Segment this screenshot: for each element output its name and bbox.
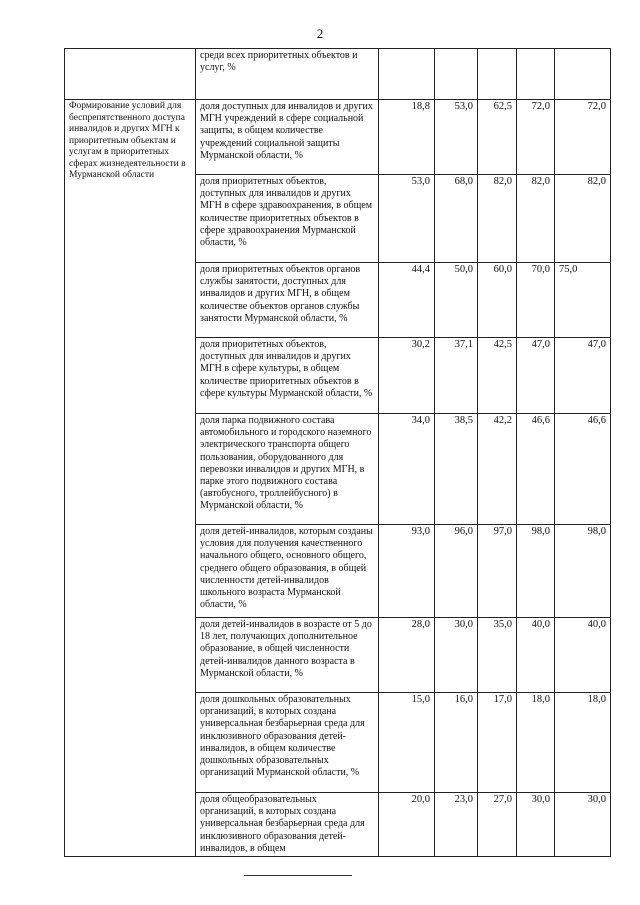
value-cell: 60,0 — [478, 263, 517, 338]
value-cell: 15,0 — [379, 693, 435, 793]
indicator-cell: доля дошкольных образовательных организаций, в которых создана универсальная безбарьерная среда для инклюзивного образования детей-инвалидов, в общем количестве дошкольных образовательных организаций Мурманской области, % — [196, 693, 379, 793]
value-cell: 28,0 — [379, 618, 435, 693]
footer-divider — [244, 875, 352, 876]
value-cell: 37,1 — [435, 338, 478, 414]
value-cell: 70,0 — [517, 263, 555, 338]
value-cell — [517, 49, 555, 100]
value-cell: 98,0 — [517, 525, 555, 618]
value-cell: 72,0 — [517, 100, 555, 175]
value-cell: 30,2 — [379, 338, 435, 414]
value-cell: 82,0 — [555, 175, 611, 263]
indicator-cell: доля приоритетных объектов органов службы занятости, доступных для инвалидов и других МГН, в общем количестве объектов органов службы занятости Мурманской области, % — [196, 263, 379, 338]
value-cell: 18,0 — [555, 693, 611, 793]
value-cell: 53,0 — [435, 100, 478, 175]
indicator-cell: среди всех приоритетных объектов и услуг, % — [196, 49, 379, 100]
value-cell: 17,0 — [478, 693, 517, 793]
value-cell: 53,0 — [379, 175, 435, 263]
value-cell: 46,6 — [517, 414, 555, 525]
value-cell: 42,5 — [478, 338, 517, 414]
value-cell: 82,0 — [478, 175, 517, 263]
indicator-cell: доля общеобразовательных организаций, в которых создана универсальная безбарьерная среда для инклюзивного образования детей-инвалидов, в общем — [196, 793, 379, 857]
indicator-cell: доля доступных для инвалидов и других МГН учреждений в сфере социальной защиты, в общем количестве учреждений социальной защиты Мурманской области, % — [196, 100, 379, 175]
value-cell: 82,0 — [517, 175, 555, 263]
value-cell: 97,0 — [478, 525, 517, 618]
indicator-cell: доля приоритетных объектов, доступных для инвалидов и других МГН в сфере здравоохранения, в общем количестве приоритетных объектов в сфере здравоохранения Мурманской области, % — [196, 175, 379, 263]
value-cell: 47,0 — [555, 338, 611, 414]
table-row — [65, 100, 611, 175]
goal-cell: Формирование условий для беспрепятственного доступа инвалидов и других МГН к приоритетным объектам и услугам в приоритетных сферах жизнедеятельности в Мурманской области — [65, 100, 196, 857]
value-cell: 44,4 — [379, 263, 435, 338]
value-cell — [379, 49, 435, 100]
value-cell: 75,0 — [555, 263, 611, 338]
indicator-cell: доля детей-инвалидов, которым созданы условия для получения качественного начального общего, основного общего, среднего общего образования, в общей численности детей-инвалидов школьного возраста Мурманской области, % — [196, 525, 379, 618]
value-cell: 34,0 — [379, 414, 435, 525]
value-cell: 23,0 — [435, 793, 478, 857]
value-cell: 96,0 — [435, 525, 478, 618]
indicator-cell: доля детей-инвалидов в возрасте от 5 до 18 лет, получающих дополнительное образование, в общей численности детей-инвалидов данного возраста в Мурманской области, % — [196, 618, 379, 693]
value-cell: 93,0 — [379, 525, 435, 618]
value-cell: 40,0 — [517, 618, 555, 693]
indicator-cell: доля приоритетных объектов, доступных для инвалидов и других МГН в сфере культуры, в общем количестве приоритетных объектов в сфере культуры Мурманской области, % — [196, 338, 379, 414]
value-cell: 18,8 — [379, 100, 435, 175]
value-cell: 16,0 — [435, 693, 478, 793]
value-cell: 46,6 — [555, 414, 611, 525]
value-cell — [478, 49, 517, 100]
value-cell: 62,5 — [478, 100, 517, 175]
value-cell: 50,0 — [435, 263, 478, 338]
value-cell: 98,0 — [555, 525, 611, 618]
value-cell: 40,0 — [555, 618, 611, 693]
indicators-table — [64, 48, 611, 857]
value-cell — [435, 49, 478, 100]
value-cell: 20,0 — [379, 793, 435, 857]
value-cell: 47,0 — [517, 338, 555, 414]
value-cell: 42,2 — [478, 414, 517, 525]
table-row — [65, 49, 611, 100]
value-cell: 18,0 — [517, 693, 555, 793]
value-cell: 27,0 — [478, 793, 517, 857]
value-cell: 30,0 — [435, 618, 478, 693]
page-number: 2 — [316, 26, 324, 41]
value-cell: 30,0 — [555, 793, 611, 857]
value-cell: 38,5 — [435, 414, 478, 525]
value-cell: 68,0 — [435, 175, 478, 263]
value-cell: 72,0 — [555, 100, 611, 175]
indicator-cell: доля парка подвижного состава автомобильного и городского наземного электрического транспорта общего пользования, оборудованного для перевозки инвалидов и других МГН, в парке этого подвижного состава (автобусного, троллейбусного) в Мурманской области, % — [196, 414, 379, 525]
value-cell: 30,0 — [517, 793, 555, 857]
goal-cell-empty — [65, 49, 196, 100]
value-cell: 35,0 — [478, 618, 517, 693]
value-cell — [555, 49, 611, 100]
